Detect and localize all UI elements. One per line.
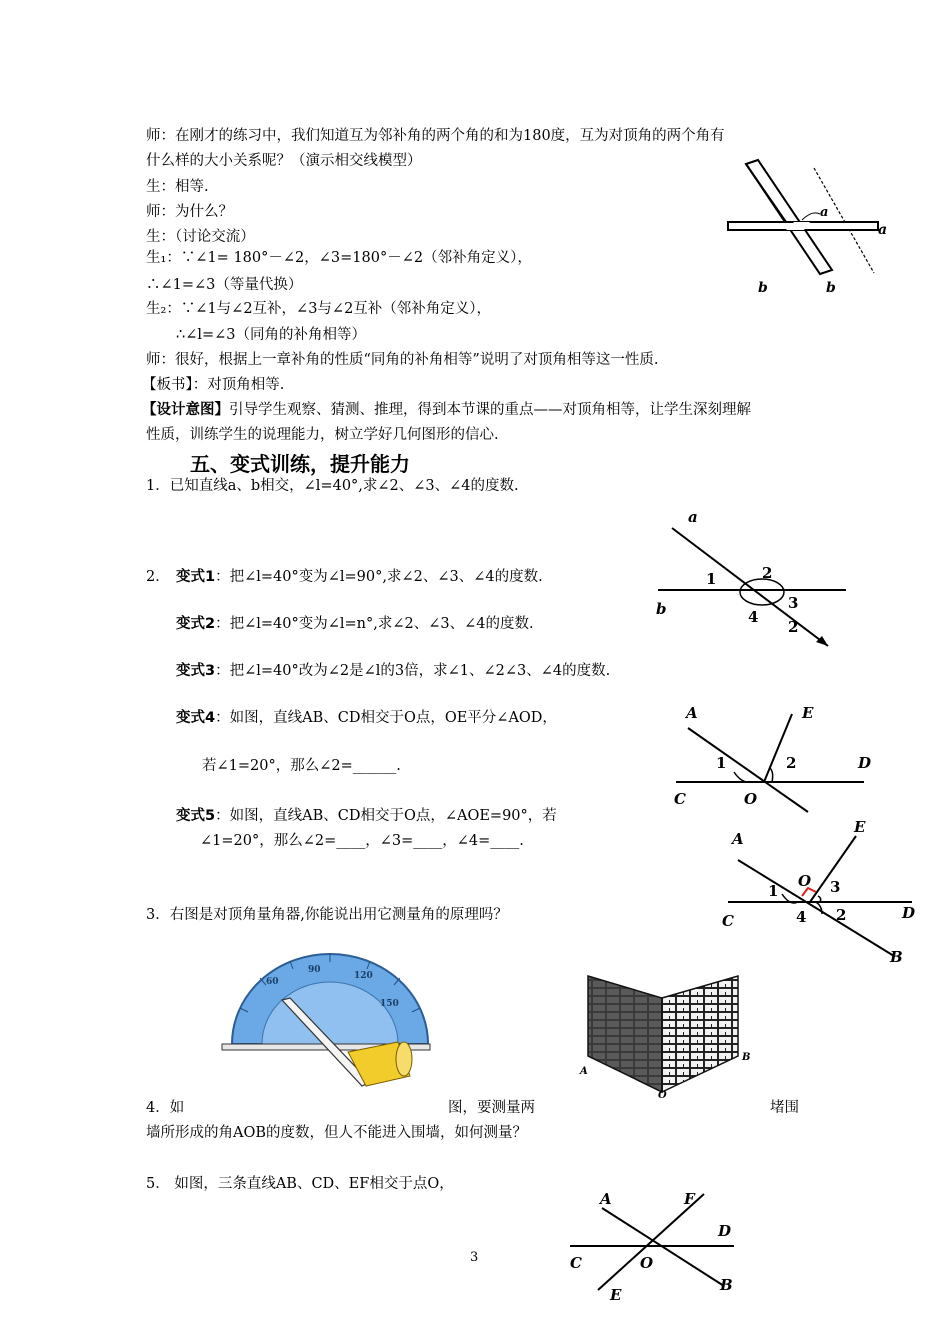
variant-1 bbox=[176, 567, 543, 587]
figure-vertical-angles-1 bbox=[650, 508, 860, 658]
fig1-label-3: 3 bbox=[788, 594, 799, 612]
wall-label-A: A bbox=[580, 1066, 588, 1077]
variant-2-tag: 变式2 bbox=[176, 616, 216, 632]
design-intent-text: 引导学生观察、猜测、推理，得到本节课的重点——对顶角相等，让学生深刻理解 bbox=[229, 402, 751, 418]
fig2-label-2: 2 bbox=[786, 754, 797, 772]
fig2-label-A: A bbox=[686, 704, 698, 722]
text-line-4: 师：为什么？ bbox=[146, 204, 233, 220]
fig5-label-E: E bbox=[610, 1286, 622, 1304]
variant-4 bbox=[176, 708, 557, 728]
fig0-label-a-line: a bbox=[878, 222, 888, 238]
text-line-2: 什么样的大小关系呢？（演示相交线模型） bbox=[146, 153, 422, 169]
fig3-label-O: O bbox=[798, 872, 812, 890]
problem-1: 1．已知直线a、b相交，∠l=40°,求∠2、∠3、∠4的度数. bbox=[146, 478, 519, 494]
fig5-label-D: D bbox=[718, 1222, 732, 1240]
fig2-label-1: 1 bbox=[716, 754, 727, 772]
problem-2-number: 2． bbox=[146, 569, 170, 585]
figure-intersecting-strips bbox=[724, 158, 894, 298]
fig1-label-2b: 2 bbox=[788, 618, 799, 636]
variant-1-text: ：把∠l=40°变为∠l=90°,求∠2、∠3、∠4的度数. bbox=[215, 569, 543, 585]
fig5-label-O: O bbox=[640, 1254, 654, 1272]
fig5-label-B: B bbox=[720, 1276, 733, 1294]
text-line-6: 生₁：∵∠1= 180°－∠2，∠3=180°－∠2（邻补角定义）， bbox=[146, 250, 532, 266]
fig3-label-A: A bbox=[732, 830, 744, 848]
variant-5-text: ：如图，直线AB、CD相交于O点，∠AOE=90°，若 bbox=[215, 808, 557, 824]
problem-4-part-3: 堵围 bbox=[770, 1100, 799, 1116]
fig2-label-D: D bbox=[858, 754, 872, 772]
variant-3-tag: 变式3 bbox=[176, 663, 216, 679]
fig3-label-3: 3 bbox=[830, 878, 841, 896]
variant-4-tag: 变式4 bbox=[176, 710, 216, 726]
variant-5 bbox=[176, 806, 557, 826]
fig2-label-O: O bbox=[744, 790, 758, 808]
text-line-12 bbox=[142, 400, 751, 420]
text-line-13: 性质，训练学生的说理能力，树立学好几何图形的信心. bbox=[146, 427, 499, 443]
variant-1-tag: 变式1 bbox=[176, 569, 216, 585]
fig3-label-C: C bbox=[722, 912, 734, 930]
variant-5-line-2: ∠1=20°，那么∠2=____，∠3=____，∠4=____. bbox=[200, 833, 524, 849]
problem-4-part-2: 图，要测量两 bbox=[448, 1100, 535, 1116]
fig0-label-a-angle: a bbox=[820, 205, 829, 220]
text-line-8: 生₂：∵∠1与∠2互补，∠3与∠2互补（邻补角定义）， bbox=[146, 301, 492, 317]
text-line-1: 师：在刚才的练习中，我们知道互为邻补角的两个角的和为180度，互为对顶角的两个角有 bbox=[146, 128, 725, 144]
fig2-label-E: E bbox=[802, 704, 814, 722]
text-line-9: ∴∠l=∠3（同角的补角相等） bbox=[176, 327, 367, 343]
fig1-label-a: a bbox=[688, 508, 698, 526]
figure-three-lines bbox=[568, 1186, 748, 1316]
fig0-label-b-solid: b bbox=[826, 280, 836, 296]
fig1-label-1: 1 bbox=[706, 570, 717, 588]
fig3-label-4: 4 bbox=[796, 908, 807, 926]
figure-vertical-angle-protractor bbox=[220, 948, 440, 1098]
variant-4-line-2: 若∠1=20°，那么∠2=______. bbox=[202, 758, 401, 774]
figure-brick-wall bbox=[578, 972, 758, 1102]
fig3-label-2: 2 bbox=[836, 906, 847, 924]
page-number: 3 bbox=[470, 1250, 479, 1265]
problem-4-part-1: 4．如 bbox=[146, 1100, 185, 1116]
board-tag: 【板书】 bbox=[142, 377, 193, 393]
fig3-label-E: E bbox=[854, 818, 866, 836]
design-intent-tag: 【设计意图】 bbox=[142, 402, 229, 418]
variant-2 bbox=[176, 614, 534, 634]
text-line-3: 生：相等. bbox=[146, 179, 209, 195]
board-text: ：对顶角相等. bbox=[192, 377, 285, 393]
fig1-label-b: b bbox=[656, 600, 667, 618]
text-line-11 bbox=[142, 375, 284, 395]
protractor-label-150: 150 bbox=[380, 999, 399, 1009]
variant-3 bbox=[176, 661, 610, 681]
fig2-label-C: C bbox=[674, 790, 686, 808]
figure-variant-4 bbox=[668, 700, 878, 810]
protractor-label-120: 120 bbox=[354, 971, 373, 981]
wall-label-O: O bbox=[658, 1090, 667, 1101]
fig3-label-B: B bbox=[890, 948, 903, 966]
variant-4-text: ：如图，直线AB、CD相交于O点，OE平分∠AOD， bbox=[215, 710, 557, 726]
protractor-label-90: 90 bbox=[308, 965, 321, 975]
section-title: 五、变式训练，提升能力 bbox=[190, 452, 410, 476]
text-line-10: 师：很好，根据上一章补角的性质“同角的补角相等”说明了对顶角相等这一性质. bbox=[146, 352, 659, 368]
variant-5-tag: 变式5 bbox=[176, 808, 216, 824]
problem-3: 3．右图是对顶角量角器,你能说出用它测量角的原理吗？ bbox=[146, 907, 508, 923]
figure-variant-5 bbox=[718, 818, 928, 968]
variant-2-text: ：把∠l=40°变为∠l=n°,求∠2、∠3、∠4的度数. bbox=[215, 616, 534, 632]
fig5-label-F: F bbox=[684, 1190, 695, 1208]
fig1-label-2: 2 bbox=[762, 564, 773, 582]
wall-label-B: B bbox=[742, 1052, 751, 1063]
text-line-5: 生：（讨论交流） bbox=[146, 229, 255, 245]
text-line-7: ∴∠1=∠3（等量代换） bbox=[146, 277, 303, 293]
variant-3-text: ：把∠l=40°改为∠2是∠l的3倍，求∠1、∠2∠3、∠4的度数. bbox=[215, 663, 611, 679]
fig5-label-A: A bbox=[600, 1190, 612, 1208]
problem-5: 5． 如图，三条直线AB、CD、EF相交于点O， bbox=[146, 1176, 454, 1192]
fig1-label-4: 4 bbox=[748, 608, 759, 626]
fig5-label-C: C bbox=[570, 1254, 582, 1272]
fig0-label-b-dashed: b bbox=[758, 280, 768, 296]
fig3-label-D: D bbox=[902, 904, 916, 922]
protractor-label-60: 60 bbox=[266, 977, 279, 987]
fig3-label-1: 1 bbox=[768, 882, 779, 900]
problem-4-line-2: 墙所形成的角AOB的度数，但人不能进入围墙，如何测量？ bbox=[146, 1125, 528, 1141]
